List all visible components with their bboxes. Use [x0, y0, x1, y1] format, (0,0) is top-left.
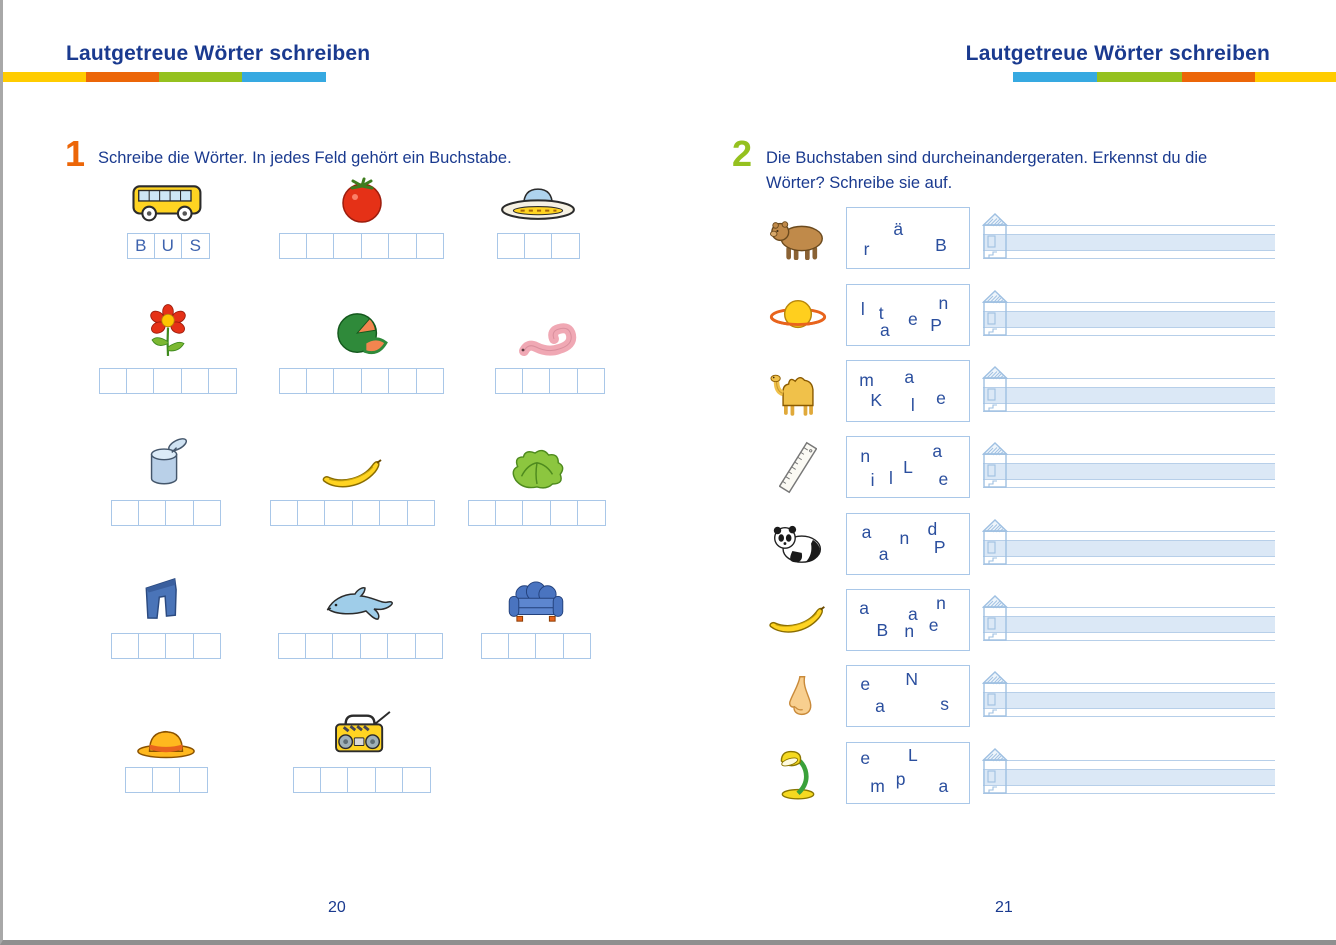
scrambled-letter: n — [904, 621, 915, 641]
page-number-right: 21 — [995, 899, 1013, 916]
scrambled-letter: K — [870, 390, 883, 411]
scrambled-letter: l — [860, 298, 865, 319]
writing-house-icon — [982, 671, 1008, 717]
scrambled-letter: e — [936, 387, 946, 408]
letter-box — [278, 633, 306, 659]
writing-line-bottom — [983, 411, 1275, 412]
letter-boxes — [497, 233, 580, 259]
scrambled-letter: L — [903, 456, 913, 477]
letter-box — [348, 767, 376, 793]
banana-icon — [319, 456, 387, 497]
color-bar-segment — [1182, 72, 1255, 82]
page-number-left: 20 — [328, 899, 346, 916]
planet-icon — [766, 284, 830, 346]
scrambled-letters-box — [846, 513, 970, 575]
letter-box — [334, 368, 362, 394]
decor-bars-left — [3, 72, 326, 82]
scrambled-letter: m — [859, 369, 874, 390]
scrambled-letter: e — [860, 748, 871, 769]
writing-lines — [983, 454, 1275, 488]
exercise2-instruction: Die Buchstaben sind durcheinandergeraten. Erkennst du die Wörter? Schreibe sie auf. — [766, 149, 1208, 192]
letter-box — [578, 368, 606, 394]
letter-box — [334, 233, 362, 259]
writing-line-top — [983, 378, 1275, 379]
letter-boxes — [279, 368, 444, 394]
letter-box — [153, 767, 181, 793]
letter-box: U — [155, 233, 183, 259]
word-item — [111, 633, 221, 659]
letter-box — [376, 767, 404, 793]
scrambled-letter: a — [904, 367, 915, 388]
scrambled-letter: B — [876, 620, 889, 641]
scrambled-letter: i — [870, 469, 875, 490]
letter-box — [389, 368, 417, 394]
scrambled-letter: a — [938, 775, 949, 796]
writing-lines — [983, 531, 1275, 565]
letter-box — [270, 500, 298, 526]
page-title-right: Lautgetreue Wörter schreiben — [965, 42, 1270, 65]
letter-box — [361, 633, 389, 659]
writing-line-top — [983, 607, 1275, 608]
writing-line-bottom — [983, 564, 1275, 565]
letter-box — [139, 500, 167, 526]
writing-line-top — [983, 683, 1275, 684]
letter-box — [388, 633, 416, 659]
exercise1-instruction: Schreibe die Wörter. In jedes Feld gehört ein Buchstabe. — [98, 149, 512, 167]
letter-box — [333, 633, 361, 659]
flower-icon — [145, 304, 191, 365]
scrambled-letter: l — [888, 468, 893, 488]
letter-box — [306, 633, 334, 659]
word-item — [293, 767, 431, 793]
banana-icon — [766, 589, 830, 651]
letter-boxes — [125, 767, 208, 793]
writing-line-bottom — [983, 640, 1275, 641]
letter-box — [523, 500, 551, 526]
letter-box — [564, 633, 592, 659]
writing-house-icon — [982, 290, 1008, 336]
word-item — [497, 233, 580, 259]
letter-boxes — [278, 633, 443, 659]
letter-box — [209, 368, 237, 394]
letter-box — [362, 368, 390, 394]
writing-line-band — [983, 234, 1275, 251]
letter-box — [180, 767, 208, 793]
color-bar-segment — [242, 72, 326, 82]
letter-box — [139, 633, 167, 659]
letter-box — [125, 767, 153, 793]
writing-lines — [983, 607, 1275, 641]
letter-box — [298, 500, 326, 526]
jeans-icon — [138, 573, 194, 630]
panda-icon — [766, 513, 830, 575]
letter-box — [468, 500, 496, 526]
word-item — [495, 368, 605, 394]
writing-lines — [983, 302, 1275, 336]
scrambled-letter: n — [860, 445, 871, 466]
letter-box — [417, 233, 445, 259]
writing-line-top — [983, 225, 1275, 226]
word-item — [278, 633, 443, 659]
writing-lines — [983, 683, 1275, 717]
word-item — [111, 500, 221, 526]
scrambled-letters-box — [846, 436, 970, 498]
letter-box — [403, 767, 431, 793]
dolphin-icon — [324, 585, 398, 630]
writing-line-bottom — [983, 716, 1275, 717]
scrambled-letter: e — [860, 673, 871, 694]
letter-boxes — [495, 368, 605, 394]
letter-box — [307, 233, 335, 259]
letter-boxes — [127, 233, 210, 259]
writing-line-band — [983, 463, 1275, 480]
writing-lines — [983, 378, 1275, 412]
letter-box — [523, 368, 551, 394]
letter-box — [279, 233, 307, 259]
writing-line-band — [983, 692, 1275, 709]
writing-house-icon — [982, 595, 1008, 641]
scrambled-letter: ä — [893, 219, 904, 240]
ruler-icon — [766, 436, 830, 498]
ufo-icon — [498, 184, 578, 230]
scrambled-letter: a — [908, 603, 918, 624]
color-bar-segment — [1013, 72, 1097, 82]
scrambled-letters-box — [846, 360, 970, 422]
writing-line-band — [983, 616, 1275, 633]
writing-house-icon — [982, 366, 1008, 412]
letter-box — [551, 500, 579, 526]
nose-icon — [766, 665, 830, 727]
letter-box — [182, 368, 210, 394]
scrambled-letter: e — [938, 468, 949, 489]
letter-box — [111, 500, 139, 526]
bus-icon — [130, 179, 206, 230]
letter-box — [353, 500, 381, 526]
letter-box — [495, 368, 523, 394]
tomato-icon — [338, 175, 386, 230]
letter-box — [321, 767, 349, 793]
letter-box — [99, 368, 127, 394]
letter-box — [481, 633, 509, 659]
writing-house-icon — [982, 748, 1008, 794]
word-item — [99, 368, 237, 394]
letter-box — [194, 633, 222, 659]
writing-lines — [983, 760, 1275, 794]
letter-box — [194, 500, 222, 526]
scrambled-letter: a — [879, 320, 890, 341]
scrambled-letter: r — [863, 239, 870, 259]
decor-bars-right — [1013, 72, 1336, 82]
color-bar-segment — [1097, 72, 1182, 82]
page-title-left: Lautgetreue Wörter schreiben — [66, 42, 371, 65]
writing-line-top — [983, 760, 1275, 761]
writing-line-top — [983, 454, 1275, 455]
writing-line-band — [983, 769, 1275, 786]
letter-boxes — [481, 633, 591, 659]
letter-box — [525, 233, 553, 259]
hat-icon — [135, 726, 197, 764]
letter-box — [550, 368, 578, 394]
letter-box — [166, 633, 194, 659]
writing-house-icon — [982, 519, 1008, 565]
scrambled-letters-box — [846, 742, 970, 804]
color-bar-segment — [1255, 72, 1336, 82]
camel-icon — [766, 360, 830, 422]
letter-box — [496, 500, 524, 526]
scrambled-letter: a — [875, 696, 885, 717]
word-item — [127, 233, 210, 259]
scrambled-letter: s — [940, 694, 949, 714]
scrambled-letters-box — [846, 284, 970, 346]
writing-line-bottom — [983, 335, 1275, 336]
scrambled-letter: N — [905, 668, 918, 689]
letter-box — [578, 500, 606, 526]
scrambled-letter: a — [861, 521, 872, 542]
scrambled-letter: P — [930, 315, 942, 336]
word-item — [468, 500, 606, 526]
letter-boxes — [111, 500, 221, 526]
writing-line-band — [983, 540, 1275, 557]
writing-line-band — [983, 387, 1275, 404]
letter-box — [279, 368, 307, 394]
scrambled-letter: a — [932, 441, 943, 461]
writing-line-band — [983, 311, 1275, 328]
scrambled-letter: p — [895, 768, 906, 789]
letter-box — [154, 368, 182, 394]
scrambled-letter: m — [870, 775, 885, 796]
letter-box — [127, 368, 155, 394]
letter-box — [416, 633, 444, 659]
letter-box — [111, 633, 139, 659]
bear-icon — [766, 207, 830, 269]
writing-line-bottom — [983, 487, 1275, 488]
writing-house-icon — [982, 442, 1008, 488]
word-item — [481, 633, 591, 659]
letter-box — [293, 767, 321, 793]
scrambled-letter: n — [936, 592, 946, 613]
sofa-icon — [505, 581, 567, 630]
writing-house-icon — [982, 213, 1008, 259]
scrambled-letter: P — [933, 537, 946, 558]
word-item — [125, 767, 208, 793]
scrambled-letter: n — [938, 292, 949, 313]
scrambled-letter: l — [910, 395, 915, 415]
writing-line-bottom — [983, 258, 1275, 259]
letter-box — [536, 633, 564, 659]
color-bar-segment — [86, 72, 159, 82]
scrambled-letters-box — [846, 207, 970, 269]
radio-icon — [328, 709, 396, 764]
can-icon — [140, 436, 192, 497]
word-item — [279, 233, 444, 259]
letter-box — [417, 368, 445, 394]
writing-line-top — [983, 302, 1275, 303]
worm-icon — [517, 320, 583, 365]
letter-box — [380, 500, 408, 526]
scrambled-letter: a — [859, 597, 869, 618]
letter-boxes — [99, 368, 237, 394]
letter-boxes — [468, 500, 606, 526]
letter-box: B — [127, 233, 155, 259]
letter-box — [166, 500, 194, 526]
letter-box — [362, 233, 390, 259]
scrambled-letter: n — [899, 527, 910, 548]
letter-box — [497, 233, 525, 259]
scrambled-letter: a — [878, 544, 889, 565]
letter-box — [325, 500, 353, 526]
word-item — [279, 368, 444, 394]
writing-line-top — [983, 531, 1275, 532]
scrambled-letters-box — [846, 589, 970, 651]
letter-box — [307, 368, 335, 394]
word-item — [270, 500, 435, 526]
letter-box — [552, 233, 580, 259]
writing-lines — [983, 225, 1275, 259]
scrambled-letters-box — [846, 665, 970, 727]
letter-box — [408, 500, 436, 526]
letter-boxes — [279, 233, 444, 259]
letter-box: S — [182, 233, 210, 259]
scrambled-letter: e — [908, 309, 918, 330]
exercise2-number: 2 — [732, 133, 753, 174]
letter-boxes — [270, 500, 435, 526]
letter-box — [389, 233, 417, 259]
scrambled-letter: d — [927, 519, 938, 540]
scrambled-letter: B — [935, 234, 947, 255]
scrambled-letter: t — [878, 303, 884, 324]
color-bar-segment — [3, 72, 86, 82]
letter-boxes — [293, 767, 431, 793]
lettuce-icon — [508, 447, 566, 497]
exercise1-number: 1 — [65, 133, 86, 174]
lamp-icon — [766, 742, 830, 804]
scrambled-letter: L — [908, 744, 918, 765]
letter-boxes — [111, 633, 221, 659]
melon-icon — [332, 310, 392, 365]
color-bar-segment — [159, 72, 242, 82]
writing-line-bottom — [983, 793, 1275, 794]
letter-box — [509, 633, 537, 659]
scrambled-letter: e — [928, 615, 939, 635]
